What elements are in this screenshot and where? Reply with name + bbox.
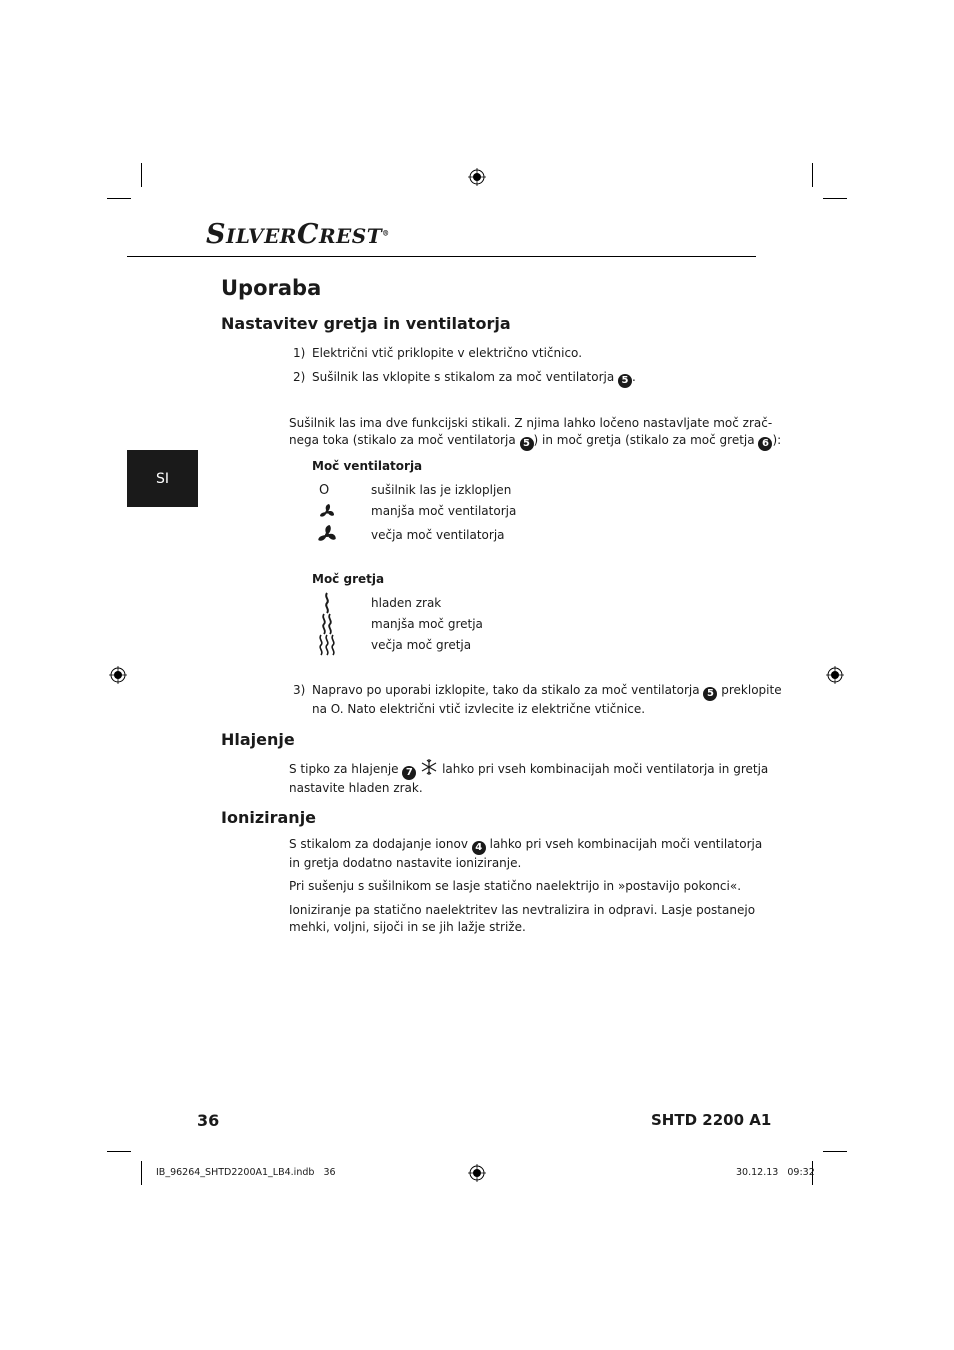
heat-item-text: večja moč gretja [371, 638, 472, 652]
snowflake-icon [420, 758, 438, 776]
crop-mark [812, 163, 813, 187]
model-name: SHTD 2200 A1 [651, 1111, 772, 1129]
reference-number-badge: 4 [472, 841, 486, 855]
cooling-paragraph: S tipko za hlajenje 7 lahko pri vseh kombinacijah moči ventilatorja in gretja nastavite hladen zrak. [289, 758, 768, 797]
step-number: 3) [293, 683, 306, 697]
section-heading: Nastavitev gretja in ventilatorja [221, 314, 511, 333]
reference-number-badge: 6 [758, 437, 772, 451]
registration-mark-icon [109, 666, 127, 684]
step-number: 1) [293, 346, 306, 360]
step-number: 2) [293, 370, 306, 384]
fan-high-icon [315, 524, 339, 546]
fan-power-title: Moč ventilatorja [312, 459, 423, 473]
fan-item-text: manjša moč ventilatorja [371, 504, 517, 518]
section-heading: Hlajenje [221, 730, 295, 749]
ionizing-paragraph: Pri sušenju s sušilnikom se lasje statično naelektrijo in »postavijo pokonci«. [289, 879, 742, 893]
heat-low-icon [315, 613, 339, 635]
registration-mark-icon [826, 666, 844, 684]
header-rule [127, 256, 756, 257]
reference-number-badge: 5 [618, 374, 632, 388]
crop-mark [823, 198, 847, 199]
fan-low-icon [315, 502, 339, 522]
intro-paragraph: Sušilnik las ima dve funkcijski stikali. Z njima lahko ločeno nastavljate moč zrač- nega toka (stikalo za moč ventilatorja 5 ) in moč gretja (stikalo za moč gretja 6 ): [289, 416, 782, 449]
reference-number-badge: 7 [402, 766, 416, 780]
brand-logo: SILVERCREST® [206, 219, 390, 250]
ionizing-paragraph: S stikalom za dodajanje ionov 4 lahko pri vseh kombinacijah moči ventilatorja in gretja dodatno nastavite ioniziranje. [289, 837, 763, 870]
crop-mark [107, 198, 131, 199]
step-text: Električni vtič priklopite v električno vtičnico. [312, 346, 583, 360]
language-tab: SI [127, 450, 198, 507]
reference-number-badge: 5 [703, 687, 717, 701]
section-heading: Ioniziranje [221, 808, 317, 827]
heat-item-text: manjša moč gretja [371, 617, 483, 631]
heat-cold-icon [315, 592, 339, 614]
print-slug-file: IB_96264_SHTD2200A1_LB4.indb 36 [156, 1167, 336, 1178]
registration-mark-icon [468, 168, 486, 186]
crop-mark [141, 1161, 142, 1185]
off-symbol: O [319, 483, 330, 498]
crop-mark [141, 163, 142, 187]
fan-item-text: sušilnik las je izklopljen [371, 483, 512, 497]
step-text: Sušilnik las vklopite s stikalom za moč ventilatorja 5 . [312, 370, 636, 386]
ionizing-paragraph: Ioniziranje pa statično naelektritev las nevtralizira in odpravi. Lasje postanejo mehki, voljni, sijoči in se jih lažje striže. [289, 903, 756, 934]
heat-item-text: hladen zrak [371, 596, 442, 610]
fan-item-text: večja moč ventilatorja [371, 528, 505, 542]
reference-number-badge: 5 [520, 437, 534, 451]
print-slug-date: 30.12.13 09:32 [736, 1167, 815, 1178]
registration-mark-icon [468, 1164, 486, 1182]
page-number: 36 [197, 1111, 220, 1130]
heat-high-icon [315, 634, 339, 656]
step-text: Napravo po uporabi izklopite, tako da stikalo za moč ventilatorja 5 preklopite na O. Nato električni vtič izvlecite iz električne vtičnice. [312, 683, 782, 716]
crop-mark [823, 1151, 847, 1152]
crop-mark [107, 1151, 131, 1152]
heat-power-title: Moč gretja [312, 572, 385, 586]
page-title: Uporaba [221, 276, 322, 300]
